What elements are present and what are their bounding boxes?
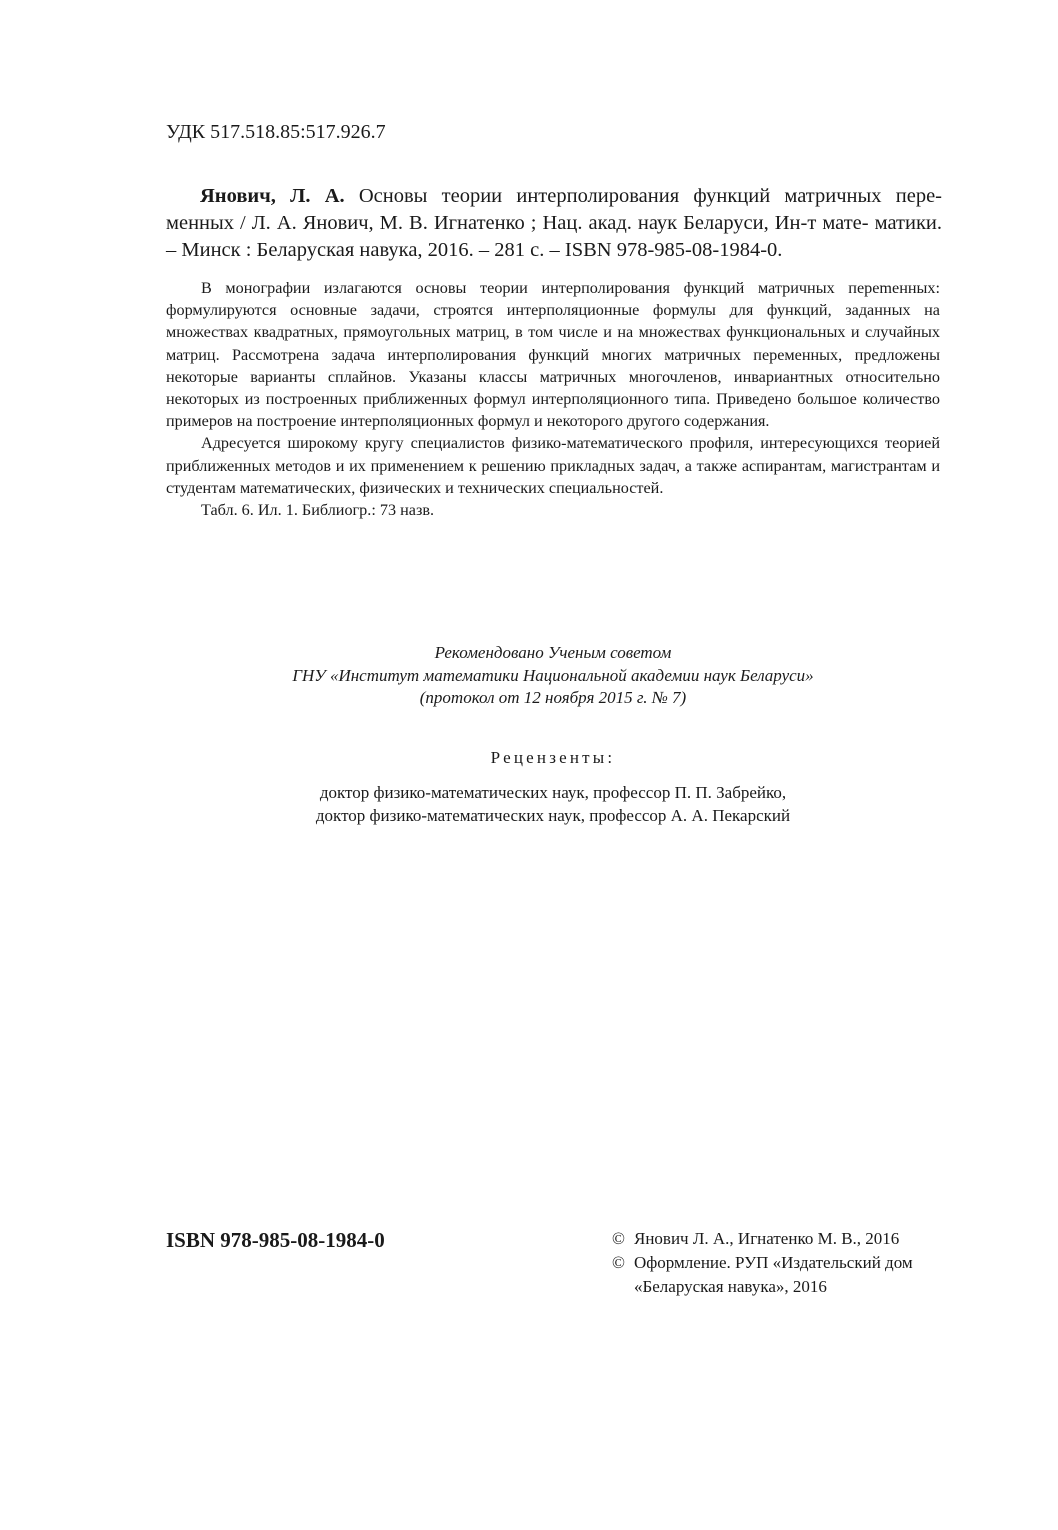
- reviewer-2: доктор физико-математических наук, профессор А. А. Пекарский: [315, 805, 791, 825]
- copyright-block: [612, 1227, 913, 1299]
- copyright-symbol: ©: [612, 1253, 625, 1272]
- recommendation-line-3: (протокол от 12 ноября 2015 г. № 7): [419, 688, 687, 707]
- reviewers-list: [166, 782, 940, 827]
- copyright-publisher: «Беларуская навука», 2016: [634, 1277, 827, 1296]
- recommendation-line-2: ГНУ «Институт математики Национальной академии наук Беларуси»: [292, 665, 814, 685]
- biblio-line2: менных / Л. А. Янович, М. В. Игнатенко ; Нац. акад. наук Беларуси, Ин-т мате-: [166, 212, 869, 234]
- copyright-design: Оформление. РУП «Издательский дом: [634, 1253, 913, 1272]
- copyright-line-2: [612, 1251, 913, 1275]
- isbn: ISBN 978-985-08-1984-0: [166, 1228, 385, 1252]
- reviewer-1: доктор физико-математических наук, профессор П. П. Забрейко,: [319, 783, 787, 802]
- reviewers-title: Рецензенты:: [490, 748, 616, 767]
- copyright-line-1: [612, 1227, 913, 1251]
- annotation-paragraph-2: Адресуется широкому кругу специалистов физико-математического профиля, интересующихся теорией приближенных методов и их применением к решению прикладных задач, а также аспирантам, магистрантам и студентам математических, физических и технических специальностей.: [166, 434, 940, 497]
- udk-code: УДК 517.518.85:517.926.7: [166, 121, 386, 143]
- biblio-line3: матики. – Минск : Беларуская навука, 2016. – 281 с. – ISBN 978-985-08-1984-0.: [166, 212, 943, 261]
- council-recommendation: [166, 642, 940, 710]
- bibliographic-entry: [166, 183, 942, 264]
- biblio-line1: Основы теории интерполирования функций матричных пере-: [344, 185, 942, 207]
- annotation-paragraph-3: Табл. 6. Ил. 1. Библиогр.: 73 назв.: [201, 501, 435, 520]
- copyright-symbol: ©: [612, 1229, 625, 1248]
- recommendation-line-1: Рекомендовано Ученым советом: [434, 643, 672, 662]
- annotation: [166, 277, 940, 521]
- copyright-authors: Янович Л. А., Игнатенко М. В., 2016: [634, 1229, 900, 1248]
- annotation-paragraph-1: В монографии излагаются основы теории интерполирования функций матричных переmенных: формулируются основные задачи, строятся интерполяционные формулы для функций, заданных на множествах квадратных, прямоугольных матриц, в том числе и на множествах функциональных и случайных матриц. Рассмотрена задача интерполирования функций многих матричных переменных, предложены некоторые варианты сплайнов. Указаны классы матричных многочленов, инвариантных относительно некоторых из построенных приближенных формул интерполяционного типа. Приведено большое количество примеров на построение интерполяционных формул и некоторого другого содержания.: [166, 279, 940, 431]
- biblio-author: Янович, Л. А.: [200, 185, 345, 207]
